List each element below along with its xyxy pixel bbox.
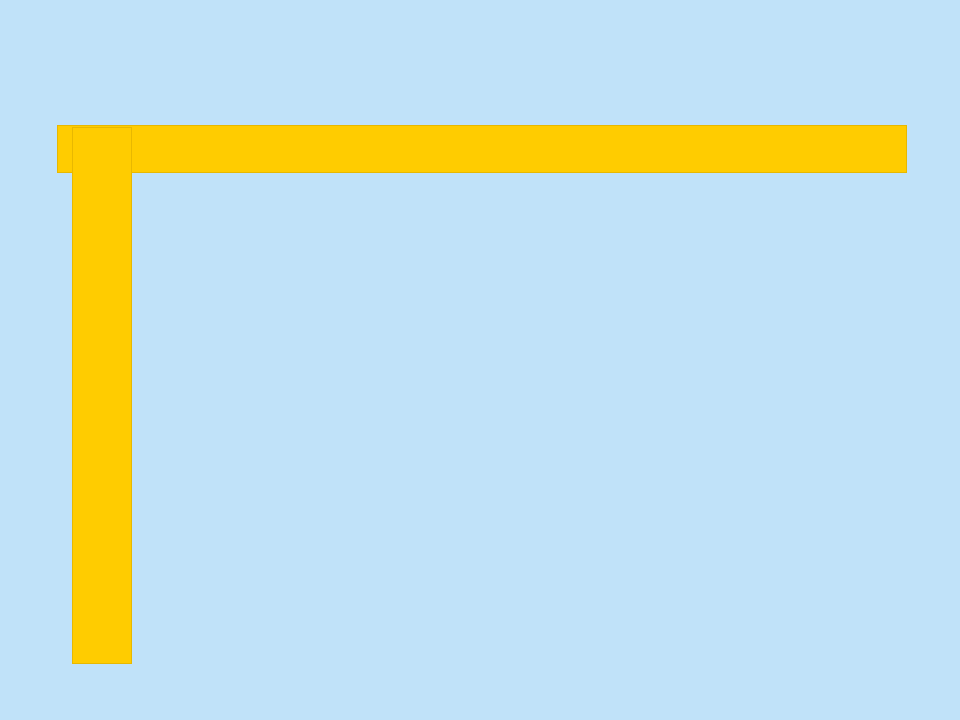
top-banner bbox=[57, 125, 907, 173]
side-banner bbox=[72, 127, 132, 664]
